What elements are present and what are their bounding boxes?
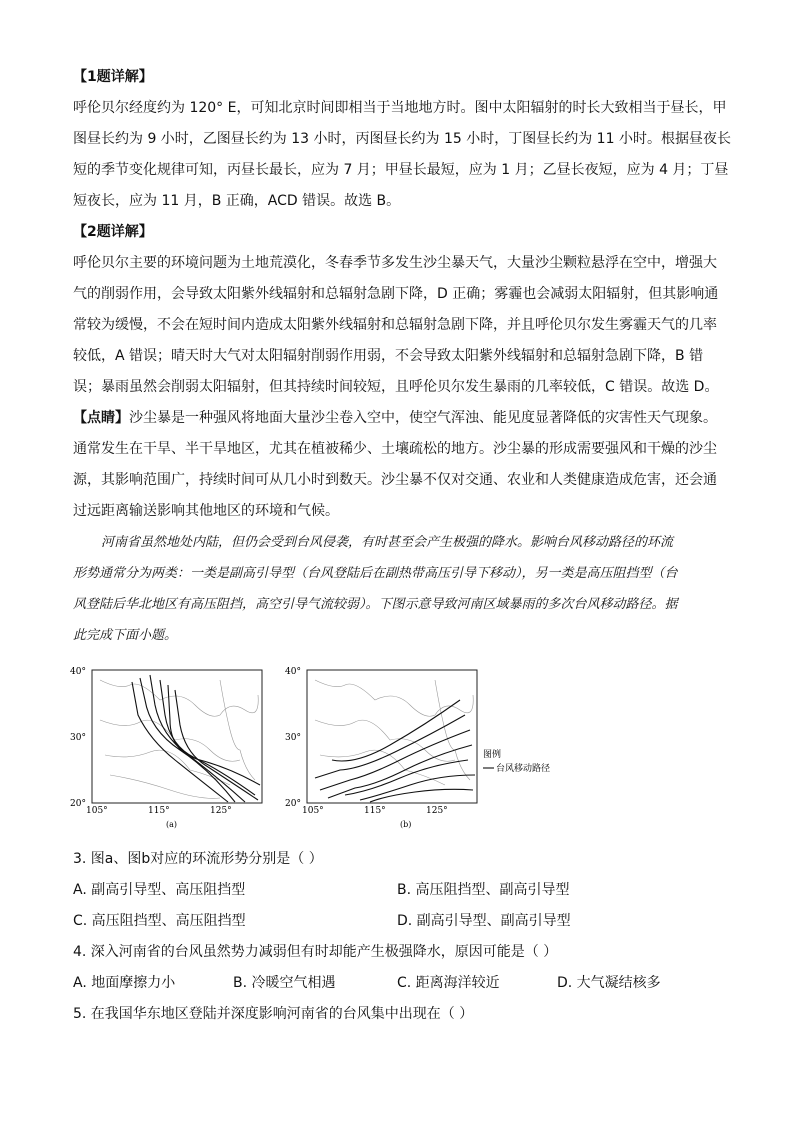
panel-b-lat-30: 30° [285,733,301,743]
panel-b-map [285,667,477,829]
panel-b-frame [307,670,477,803]
figure-legend [483,748,550,774]
panel-b-label: (b) [400,820,412,829]
panel-a-lon-125: 125° [210,806,232,816]
q1-heading: 【1题详解】 [73,69,153,85]
q2-line-2: 气的削弱作用，会导致太阳紫外线辐射和总辐射急剧下降，D 正确；雾霾也会减弱太阳辐射，但其影响通 [73,286,719,302]
q2-line-5: 误；暴雨虽然会削弱太阳辐射，但其持续时间较短，且呼伦贝尔发生暴雨的几率较低，C 错误。故选 D。 [73,379,719,395]
panel-a-lat-30: 30° [70,733,86,743]
q2-line-1: 呼伦贝尔主要的环境问题为土地荒漠化，冬春季节多发生沙尘暴天气，大量沙尘颗粒悬浮在空中，增强大 [73,255,717,271]
q1-line-1: 呼伦贝尔经度约为 120° E，可知北京时间即相当于当地地方时。图中太阳辐射的时长大致相当于昼长，甲 [73,100,727,116]
panel-a-frame [92,670,262,803]
panel-b-lon-125: 125° [426,806,448,816]
question-4-option-a[interactable]: A. 地面摩擦力小 [73,975,176,991]
legend-item: 台风移动路径 [496,764,551,774]
question-5-stem: 5. 在我国华东地区登陆并深度影响河南省的台风集中出现在（ ） [73,1006,474,1022]
panel-b-lon-115: 115° [364,806,386,816]
question-4-option-c[interactable]: C. 距离海洋较近 [397,975,500,991]
q2-line-4: 较低，A 错误；晴天时大气对太阳辐射削弱作用弱，不会导致太阳紫外线辐射和总辐射急剧下降，B 错 [73,348,704,364]
panel-b-lon-105: 105° [302,806,324,816]
question-4-stem: 4. 深入河南省的台风虽然势力减弱但有时却能产生极强降水，原因可能是（ ） [73,944,558,960]
q2-heading: 【2题详解】 [73,224,153,240]
tip-line-3: 源，其影响范围广，持续时间可从几小时到数天。沙尘暴不仅对交通、农业和人类健康造成危害，还会通 [73,472,717,488]
tip-section [73,403,725,527]
intro-line-4: 此完成下面小题。 [73,628,178,643]
q1-explanation [73,62,731,217]
question-4-option-d[interactable]: D. 大气凝结核多 [557,975,661,991]
question-3-option-b[interactable]: B. 高压阻挡型、副高引导型 [397,882,570,898]
intro-line-1: 河南省虽然地处内陆，但仍会受到台风侵袭，有时甚至会产生极强的降水。影响台风移动路径的环流 [101,535,674,550]
tip-line-1: 沙尘暴是一种强风将地面大量沙尘卷入空中，使空气浑浊、能见度显著降低的灾害性天气现象。 [129,410,717,426]
question-3-stem: 3. 图a、图b对应的环流形势分别是（ ） [73,851,323,867]
q2-explanation [73,217,725,403]
q1-line-4: 短夜长，应为 11 月，B 正确，ACD 错误。故选 B。 [73,193,401,209]
panel-a-label: (a) [166,820,178,829]
question-3-option-a[interactable]: A. 副高引导型、高压阻挡型 [73,882,246,898]
question-3-option-c[interactable]: C. 高压阻挡型、高压阻挡型 [73,913,246,929]
q2-line-3: 常较为缓慢，不会在短时间内造成太阳紫外线辐射和总辐射急剧下降，并且呼伦贝尔发生雾霾天气的几率 [73,317,717,333]
panel-b-lat-20: 20° [285,799,301,809]
tip-heading: 【点睛】 [73,410,129,426]
intro-line-3: 风登陆后华北地区有高压阻挡，高空引导气流较弱）。下图示意导致河南区域暴雨的多次台风移动路径。据 [73,597,678,612]
panel-b-lat-40: 40° [285,667,301,677]
question-intro [73,527,725,651]
panel-a-lon-105: 105° [86,806,108,816]
question-3-option-d[interactable]: D. 副高引导型、副高引导型 [397,913,571,929]
panel-a-lat-40: 40° [70,667,86,677]
q1-line-3: 短的季节变化规律可知，丙昼长最长，应为 7 月；甲昼长最短，应为 1 月；乙昼长夜短，应为 4 月；丁昼 [73,162,729,178]
legend-title: 图例 [483,750,502,760]
q1-line-2: 图昼长约为 9 小时，乙图昼长约为 13 小时，丙图昼长约为 15 小时，丁图昼长约为 11 小时。根据昼夜长 [73,131,731,147]
typhoon-track-figure [70,660,590,835]
panel-a-lon-115: 115° [148,806,170,816]
panel-a-map [70,667,262,829]
tip-line-4: 过远距离输送影响其他地区的环境和气候。 [73,503,339,519]
panel-a-lat-20: 20° [70,799,86,809]
tip-line-2: 通常发生在干旱、半干旱地区，尤其在植被稀少、土壤疏松的地方。沙尘暴的形成需要强风和干燥的沙尘 [73,441,717,457]
question-4-option-b[interactable]: B. 冷暖空气相遇 [233,975,336,991]
intro-line-2: 形势通常分为两类：一类是副高引导型（台风登陆后在副热带高压引导下移动），另一类是高压阻挡型（台 [73,566,678,581]
